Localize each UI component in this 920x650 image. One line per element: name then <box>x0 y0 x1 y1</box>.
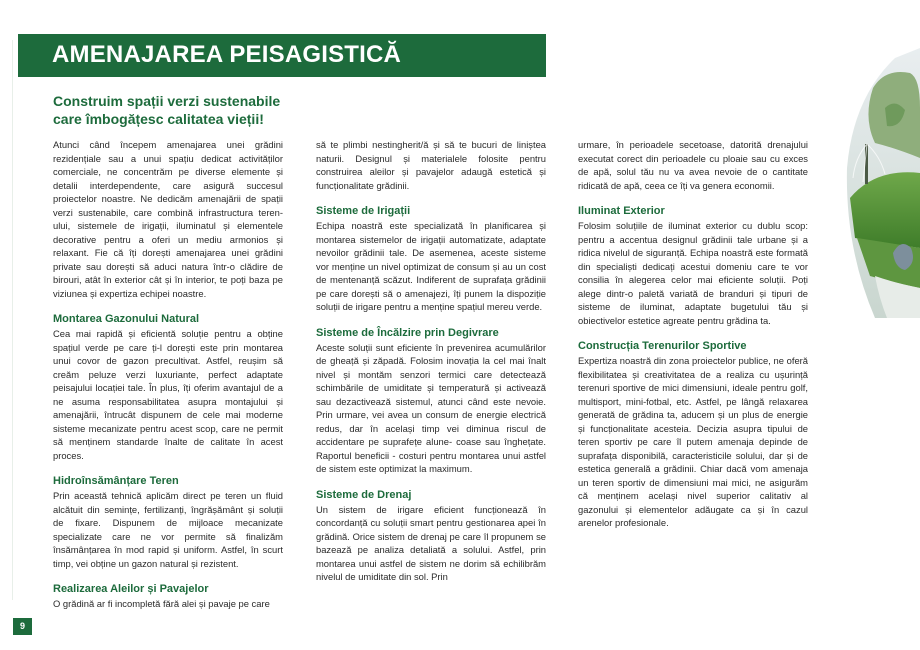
section-heading-alei: Realizarea Aleilor și Pavajelor <box>53 583 209 595</box>
page-subtitle: Construim spații verzi sustenabile care îmbogățesc calitatea vieții! <box>53 93 281 127</box>
page-edge <box>0 40 13 600</box>
section-heading-drenaj: Sisteme de Drenaj <box>316 488 412 501</box>
section-text-gazon: Cea mai rapidă și eficientă soluție pentru a obține spațiul verde pe care ți-l dorești este prin montarea unui covor de gazon precultivat. Astfel, reușim să creăm peluze verzi luxuriante, perfect adaptate peisajului locației tale. În plus, îți oferim avantajul de a ne asuma responsabilitatea asupra montajului și amenajării, întrucât dispunem de cele mai moderne sisteme mecanizate pentru acest scop, care ne permit să menținem standarde înalte de calitate în acest proces. <box>53 328 283 461</box>
section-heading-gazon: Montarea Gazonului Natural <box>53 313 200 325</box>
text-column-2 <box>316 138 546 584</box>
section-text-terenuri: Expertiza noastră din zona proiectelor publice, ne oferă flexibilitatea și creativitatea de a realiza cu ușurință terenuri sportive de mici dimensiuni, ideale pentru golf, multisport, mini-fotbal, etc. Astfel, pe lângă relaxarea generată de grădina ta, aducem și un plus de energie și funcționalitate acesteia. Decizia asupra tipului de teren sportiv pe care îl putem amenaja depinde de suprafața disponibilă, caracteristicile solului, dar și de estetica generală a grădinii. Chiar dacă vom amenaja un teren sportiv de dimensiuni mai mici, ne asigurăm că menținem același nivel superior calitativ al gazonului și elementelor adăugate ca și în cazul arenelor profesionale. <box>578 355 808 528</box>
section-text-degivrare: Aceste soluții sunt eficiente în prevenirea acumulărilor de gheață și zăpadă. Folosim inovația la cel mai înalt nivel și montăm senzori termici care detectează schimbările de umiditate și temperatură și activează sau dezactivează sistemul, atunci când este nevoie. Prin urmare, vei avea un consum de energie electrică redus, dar în același timp vei diminua riscul de accidentare pe suprafețe alune- coase sau înghețate. Raportul beneficii - costuri pentru montarea unui astfel de sistem este optimizat la maximum. <box>316 341 546 474</box>
text-column-3 <box>578 138 808 530</box>
page-number: 9 <box>13 618 32 635</box>
section-text-drenaj: Un sistem de irigare eficient funcționează în concordanță cu soluții smart pentru gestionarea apei în grădină. Orice sistem de drenaj pe care îl propunem se bazează pe analiza detaliată a solului. Astfel, prin montarea unui astfel de sistem ne dorim să echilibrăm nivelul de umiditate din sol. Prin <box>316 503 546 582</box>
garden-photo <box>835 48 920 318</box>
section-text-iluminat: Folosim soluțiile de iluminat exterior cu dublu scop: pentru a accentua designul grădinii tale urbane și a ridica nivelul de siguranță. Echipa noastră este formată din specialiști dedicați acestui domeniu care te vor consilia în alegerea celor mai eficiente soluții. Poți alege dintr-o paletă variată de branduri și tipuri de sisteme de iluminat, adaptate bugetului tău și obiectivelor estetice agreate pentru grădina ta. <box>578 220 808 326</box>
text-column-1 <box>53 138 283 611</box>
section-text-irigatii: Echipa noastră este specializată în planificarea și montarea sistemelor de irigații automatizate, adaptate nevoilor grădinii tale. De asemenea, aceste sisteme vor menține un nivel optimizat de consum și au un cost de mentenanță scăzut. Indiferent de suprafața grădinii pe care dorești să o amenajezi, îți punem la dispoziție soluții de irigare pentru a menține spațiul mereu verde. <box>316 220 546 312</box>
section-heading-terenuri: Construcția Terenurilor Sportive <box>578 340 747 352</box>
continued-paragraph: să te plimbi nestingherit/ă și să te bucuri de liniștea naturii. Designul și materialele folosite pentru construirea aleilor și pavajelor adaugă estetică și funcționalitate grădinii. <box>316 139 546 191</box>
section-heading-iluminat: Iluminat Exterior <box>578 205 665 217</box>
section-heading-irigatii: Sisteme de Irigații <box>316 205 411 217</box>
continued-paragraph: urmare, în perioadele secetoase, datorită drenajului executat corect din perioadele cu ploaie sau cu exces de apă, solul tău nu va avea nevoie de o cantitate ridicată de apă, ceea ce îți va genera economii. <box>578 139 808 191</box>
garden-photo-illustration <box>835 48 920 318</box>
intro-paragraph: Atunci când începem amenajarea unei grădini rezidențiale sau a unui spațiu dedicat activităților comerciale, ne concentrăm pe diverse elemente și detalii interdependente, care asigură succesul proiectelor noastre. Ne dedicăm amenajării de spații verzi sustenabile, care combină infrastructura teren- ului, sistemele de irigații, iluminatul și elementele decorative pentru a oferi un mediu armonios și relaxant. Fie că îți dorești amenajarea unei grădini private sau dorești să aduci natura într-o clădire de birouri, atât în exterior cât și în interior, te poți baza pe viziunea și expertiza echipei noastre. <box>53 139 283 299</box>
page-title: AMENAJAREA PEISAGISTICĂ <box>52 41 402 68</box>
title-banner <box>18 34 546 77</box>
section-heading-degivrare: Sisteme de Încălzire prin Degivrare <box>316 326 499 339</box>
section-text-hidroinsamantare: Prin această tehnică aplicăm direct pe teren un fluid alcătuit din semințe, fertilizanți, îngrășământ și soluții de fixare. Dispunem de mijloace mecanizate specializate care ne vor permite să finalizăm însămânțarea în mod rapid și uniform. Astfel, în scurt timp, vei obține un gazon natural și rezistent. <box>53 490 283 569</box>
section-text-alei: O grădină ar fi incompletă fără alei și pavaje pe care <box>53 598 270 609</box>
section-heading-hidroinsamantare: Hidroînsămânțare Teren <box>53 475 179 487</box>
